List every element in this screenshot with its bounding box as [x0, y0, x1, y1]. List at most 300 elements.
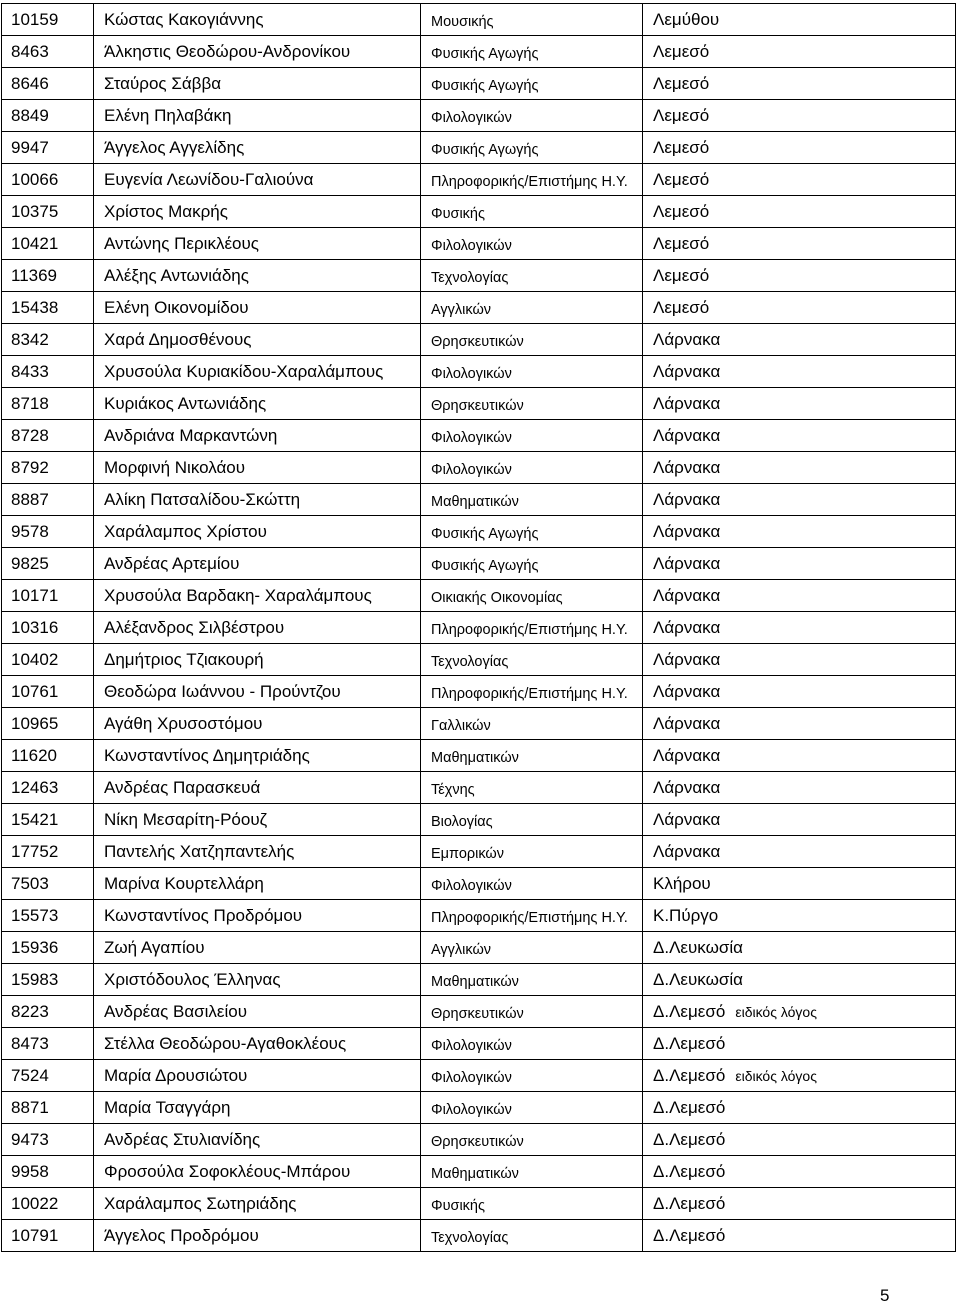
id-text: 8342: [11, 330, 49, 349]
name-cell: [94, 1060, 421, 1092]
id-cell: [2, 4, 94, 36]
city-text: Λάρνακα: [653, 490, 721, 509]
subject-cell: [421, 644, 643, 676]
city-text: Δ.Λευκωσία: [653, 970, 743, 989]
city-cell: [643, 900, 956, 932]
id-text: 10022: [11, 1194, 59, 1213]
note-text: ειδικός λόγος: [735, 1004, 817, 1020]
id-text: 11620: [11, 746, 58, 765]
name-text: Ανδρέας Βασιλείου: [104, 1002, 248, 1021]
id-cell: [2, 612, 94, 644]
note-text: ειδικός λόγος: [735, 1068, 817, 1084]
city-text: Λεμύθου: [653, 10, 720, 29]
table-row: [2, 356, 956, 388]
id-text: 8473: [11, 1034, 49, 1053]
name-cell: [94, 1124, 421, 1156]
city-cell: [643, 292, 956, 324]
subject-text: Μουσικής: [431, 13, 494, 30]
city-text: Δ.Λεμεσό: [653, 1066, 726, 1085]
table-row: [2, 516, 956, 548]
city-text: Δ.Λεμεσό: [653, 1194, 726, 1213]
city-text: Λεμεσό: [653, 170, 710, 189]
id-text: 10171: [11, 586, 59, 605]
city-cell: [643, 836, 956, 868]
subject-text: Οικιακής Οικονομίας: [431, 589, 563, 606]
city-cell: [643, 708, 956, 740]
city-cell: [643, 548, 956, 580]
id-text: 8887: [11, 490, 49, 509]
subject-cell: [421, 932, 643, 964]
subject-text: Θρησκευτικών: [431, 1133, 524, 1150]
name-text: Χαράλαμπος Σωτηριάδης: [104, 1194, 297, 1213]
name-cell: [94, 836, 421, 868]
id-text: 9947: [11, 138, 49, 157]
city-cell: [643, 484, 956, 516]
name-text: Μαρίνα Κουρτελλάρη: [104, 874, 264, 893]
city-cell: [643, 1220, 956, 1252]
id-cell: [2, 1028, 94, 1060]
name-text: Ευγενία Λεωνίδου-Γαλιούνα: [104, 170, 314, 189]
name-text: Άγγελος Αγγελίδης: [104, 138, 245, 157]
name-text: Ανδριάνα Μαρκαντώνη: [104, 426, 278, 445]
name-cell: [94, 1220, 421, 1252]
city-text: Λάρνακα: [653, 746, 721, 765]
id-text: 9578: [11, 522, 49, 541]
id-text: 17752: [11, 842, 59, 861]
id-cell: [2, 708, 94, 740]
name-cell: [94, 868, 421, 900]
table-row: [2, 676, 956, 708]
subject-text: Φυσικής Αγωγής: [431, 141, 539, 158]
name-text: Χρυσούλα Βαρδακη- Χαραλάμπους: [104, 586, 372, 605]
name-cell: [94, 1156, 421, 1188]
id-cell: [2, 900, 94, 932]
table-row: [2, 196, 956, 228]
table-row: [2, 100, 956, 132]
city-cell: [643, 164, 956, 196]
city-text: Λάρνακα: [653, 330, 721, 349]
subject-text: Φιλολογικών: [431, 1101, 512, 1118]
subject-text: Μαθηματικών: [431, 749, 519, 766]
subject-cell: [421, 964, 643, 996]
table-row: [2, 1156, 956, 1188]
table-row: [2, 580, 956, 612]
subject-text: Πληροφορικής/Επιστήμης Η.Υ.: [431, 173, 628, 190]
name-text: Νίκη Μεσαρίτη-Ρόουζ: [104, 810, 268, 829]
name-text: Ανδρέας Στυλιανίδης: [104, 1130, 261, 1149]
id-cell: [2, 1092, 94, 1124]
name-text: Κώστας Κακογιάννης: [104, 10, 264, 29]
table-row: [2, 1028, 956, 1060]
table-row: [2, 740, 956, 772]
subject-text: Μαθηματικών: [431, 973, 519, 990]
subject-text: Φυσικής: [431, 1197, 485, 1214]
name-cell: [94, 388, 421, 420]
subject-text: Πληροφορικής/Επιστήμης Η.Υ.: [431, 685, 628, 702]
id-text: 8223: [11, 1002, 49, 1021]
name-text: Στέλλα Θεοδώρου-Αγαθοκλέους: [104, 1034, 347, 1053]
id-text: 10066: [11, 170, 59, 189]
id-cell: [2, 1220, 94, 1252]
table-row: [2, 132, 956, 164]
name-cell: [94, 740, 421, 772]
subject-cell: [421, 1188, 643, 1220]
id-text: 8792: [11, 458, 49, 477]
id-text: 15438: [11, 298, 59, 317]
table-row: [2, 708, 956, 740]
subject-cell: [421, 4, 643, 36]
id-cell: [2, 484, 94, 516]
name-cell: [94, 932, 421, 964]
city-text: Δ.Λεμεσό: [653, 1226, 726, 1245]
subject-cell: [421, 420, 643, 452]
name-text: Θεοδώρα Ιωάννου - Προύντζου: [104, 682, 341, 701]
name-text: Αλέξης Αντωνιάδης: [104, 266, 249, 285]
id-cell: [2, 388, 94, 420]
id-cell: [2, 996, 94, 1028]
table-row: [2, 420, 956, 452]
subject-cell: [421, 1220, 643, 1252]
id-text: 8849: [11, 106, 49, 125]
id-text: 10761: [11, 682, 59, 701]
city-cell: [643, 132, 956, 164]
name-cell: [94, 516, 421, 548]
city-cell: [643, 676, 956, 708]
table-row: [2, 964, 956, 996]
city-cell: [643, 1092, 956, 1124]
id-cell: [2, 292, 94, 324]
id-text: 8433: [11, 362, 49, 381]
id-text: 7503: [11, 874, 49, 893]
name-cell: [94, 36, 421, 68]
city-cell: [643, 356, 956, 388]
name-cell: [94, 356, 421, 388]
name-cell: [94, 228, 421, 260]
subject-cell: [421, 740, 643, 772]
city-cell: [643, 996, 956, 1028]
city-text: Κλήρου: [653, 874, 711, 893]
name-cell: [94, 132, 421, 164]
table-row: [2, 1188, 956, 1220]
city-text: Λάρνακα: [653, 650, 721, 669]
id-text: 15936: [11, 938, 59, 957]
name-text: Χρυσούλα Κυριακίδου-Χαραλάμπους: [104, 362, 384, 381]
id-cell: [2, 36, 94, 68]
city-text: Λεμεσό: [653, 106, 710, 125]
subject-cell: [421, 516, 643, 548]
name-text: Μορφινή Νικολάου: [104, 458, 246, 477]
name-cell: [94, 1028, 421, 1060]
table-row: [2, 1124, 956, 1156]
city-text: Λάρνακα: [653, 586, 721, 605]
id-cell: [2, 932, 94, 964]
city-cell: [643, 100, 956, 132]
id-cell: [2, 132, 94, 164]
id-text: 15573: [11, 906, 59, 925]
name-text: Φροσούλα Σοφοκλέους-Μπάρου: [104, 1162, 351, 1181]
table-row: [2, 1220, 956, 1252]
subject-cell: [421, 612, 643, 644]
subject-cell: [421, 36, 643, 68]
table-row: [2, 1092, 956, 1124]
subject-text: Μαθηματικών: [431, 493, 519, 510]
name-cell: [94, 4, 421, 36]
subject-cell: [421, 1028, 643, 1060]
name-cell: [94, 196, 421, 228]
table-row: [2, 4, 956, 36]
subject-text: Τεχνολογίας: [431, 653, 509, 670]
id-text: 8718: [11, 394, 49, 413]
subject-cell: [421, 868, 643, 900]
subject-cell: [421, 196, 643, 228]
id-cell: [2, 548, 94, 580]
subject-text: Γαλλικών: [431, 717, 491, 734]
id-text: 12463: [11, 778, 59, 797]
name-text: Χαράλαμπος Χρίστου: [104, 522, 267, 541]
id-text: 8646: [11, 74, 49, 93]
id-cell: [2, 740, 94, 772]
name-text: Παντελής Χατζηπαντελής: [104, 842, 295, 861]
name-text: Αλίκη Πατσαλίδου-Σκώττη: [104, 490, 301, 509]
id-cell: [2, 196, 94, 228]
city-text: Λάρνακα: [653, 394, 721, 413]
name-text: Αλέξανδρος Σιλβέστρου: [104, 618, 285, 637]
table-row: [2, 484, 956, 516]
name-cell: [94, 708, 421, 740]
city-text: Λάρνακα: [653, 714, 721, 733]
name-cell: [94, 548, 421, 580]
city-cell: [643, 388, 956, 420]
city-cell: [643, 1028, 956, 1060]
subject-cell: [421, 324, 643, 356]
id-cell: [2, 228, 94, 260]
city-text: Δ.Λεμεσό: [653, 1002, 726, 1021]
subject-cell: [421, 388, 643, 420]
subject-text: Φυσικής Αγωγής: [431, 557, 539, 574]
table-row: [2, 868, 956, 900]
city-cell: [643, 452, 956, 484]
name-text: Ζωή Αγαπίου: [104, 938, 205, 957]
id-text: 10159: [11, 10, 59, 29]
table-row: [2, 388, 956, 420]
subject-cell: [421, 452, 643, 484]
table-row: [2, 612, 956, 644]
subject-text: Φυσικής: [431, 205, 485, 222]
subject-cell: [421, 260, 643, 292]
id-cell: [2, 868, 94, 900]
table-row: [2, 228, 956, 260]
table-row: [2, 324, 956, 356]
subject-cell: [421, 1124, 643, 1156]
subject-text: Αγγλικών: [431, 301, 492, 318]
subject-cell: [421, 708, 643, 740]
name-text: Ελένη Οικονομίδου: [104, 298, 249, 317]
city-cell: [643, 36, 956, 68]
city-cell: [643, 612, 956, 644]
table-row: [2, 836, 956, 868]
city-text: Δ.Λευκωσία: [653, 938, 743, 957]
city-cell: [643, 932, 956, 964]
id-cell: [2, 452, 94, 484]
name-cell: [94, 100, 421, 132]
subject-cell: [421, 484, 643, 516]
table-row: [2, 260, 956, 292]
name-cell: [94, 68, 421, 100]
table-row: [2, 772, 956, 804]
id-text: 10965: [11, 714, 59, 733]
city-cell: [643, 68, 956, 100]
table-row: [2, 644, 956, 676]
name-text: Κυριάκος Αντωνιάδης: [104, 394, 267, 413]
id-cell: [2, 164, 94, 196]
name-cell: [94, 964, 421, 996]
id-cell: [2, 1124, 94, 1156]
city-text: Λάρνακα: [653, 522, 721, 541]
table-row: [2, 452, 956, 484]
id-cell: [2, 836, 94, 868]
id-text: 10316: [11, 618, 59, 637]
subject-cell: [421, 356, 643, 388]
city-cell: [643, 196, 956, 228]
subject-text: Φιλολογικών: [431, 237, 512, 254]
teacher-list-table: [1, 3, 956, 1252]
subject-text: Θρησκευτικών: [431, 397, 524, 414]
city-text: Λεμεσό: [653, 202, 710, 221]
name-cell: [94, 420, 421, 452]
city-text: Κ.Πύργο: [653, 906, 719, 925]
name-text: Μαρία Δρουσιώτου: [104, 1066, 248, 1085]
id-text: 15421: [11, 810, 59, 829]
city-text: Λάρνακα: [653, 362, 721, 381]
name-cell: [94, 676, 421, 708]
id-text: 10402: [11, 650, 59, 669]
city-cell: [643, 580, 956, 612]
city-text: Λεμεσό: [653, 234, 710, 253]
id-text: 7524: [11, 1066, 49, 1085]
id-cell: [2, 964, 94, 996]
id-text: 9958: [11, 1162, 49, 1181]
city-cell: [643, 260, 956, 292]
subject-cell: [421, 580, 643, 612]
name-cell: [94, 996, 421, 1028]
table-row: [2, 1060, 956, 1092]
subject-cell: [421, 900, 643, 932]
city-cell: [643, 964, 956, 996]
city-text: Λάρνακα: [653, 682, 721, 701]
id-text: 10375: [11, 202, 59, 221]
name-cell: [94, 644, 421, 676]
city-cell: [643, 4, 956, 36]
subject-text: Φιλολογικών: [431, 429, 512, 446]
name-text: Δημήτριος Τζιακουρή: [104, 650, 264, 669]
name-text: Ελένη Πηλαβάκη: [104, 106, 232, 125]
table-row: [2, 932, 956, 964]
name-text: Σταύρος Σάββα: [104, 74, 222, 93]
subject-cell: [421, 836, 643, 868]
city-text: Λεμεσό: [653, 74, 710, 93]
id-text: 9473: [11, 1130, 49, 1149]
subject-text: Φυσικής Αγωγής: [431, 45, 539, 62]
id-cell: [2, 1156, 94, 1188]
subject-text: Φυσικής Αγωγής: [431, 77, 539, 94]
id-text: 8871: [11, 1098, 49, 1117]
name-cell: [94, 164, 421, 196]
city-cell: [643, 1060, 956, 1092]
id-text: 11369: [11, 266, 58, 285]
city-cell: [643, 804, 956, 836]
name-text: Χαρά Δημοσθένους: [104, 330, 252, 349]
subject-text: Φυσικής Αγωγής: [431, 525, 539, 542]
table-row: [2, 68, 956, 100]
city-text: Λάρνακα: [653, 458, 721, 477]
name-cell: [94, 484, 421, 516]
city-text: Λεμεσό: [653, 266, 710, 285]
city-cell: [643, 1124, 956, 1156]
name-cell: [94, 324, 421, 356]
id-cell: [2, 356, 94, 388]
table-row: [2, 996, 956, 1028]
city-cell: [643, 1156, 956, 1188]
subject-text: Φιλολογικών: [431, 1037, 512, 1054]
city-text: Λάρνακα: [653, 810, 721, 829]
subject-text: Τέχνης: [431, 781, 475, 798]
subject-cell: [421, 292, 643, 324]
id-cell: [2, 100, 94, 132]
id-cell: [2, 68, 94, 100]
id-text: 8728: [11, 426, 49, 445]
subject-text: Πληροφορικής/Επιστήμης Η.Υ.: [431, 621, 628, 638]
id-cell: [2, 324, 94, 356]
id-text: 10421: [11, 234, 59, 253]
name-cell: [94, 900, 421, 932]
name-cell: [94, 1188, 421, 1220]
name-cell: [94, 580, 421, 612]
city-cell: [643, 516, 956, 548]
name-text: Ανδρέας Παρασκευά: [104, 778, 261, 797]
name-text: Χρίστος Μακρής: [104, 202, 228, 221]
table-row: [2, 164, 956, 196]
city-text: Λεμεσό: [653, 42, 710, 61]
city-text: Δ.Λεμεσό: [653, 1130, 726, 1149]
subject-cell: [421, 804, 643, 836]
table-row: [2, 36, 956, 68]
subject-text: Τεχνολογίας: [431, 1229, 509, 1246]
subject-text: Αγγλικών: [431, 941, 492, 958]
subject-text: Βιολογίας: [431, 813, 493, 830]
city-text: Λεμεσό: [653, 138, 710, 157]
id-cell: [2, 1188, 94, 1220]
teacher-list-table-wrapper: [1, 3, 956, 1252]
city-text: Λάρνακα: [653, 842, 721, 861]
city-cell: [643, 740, 956, 772]
subject-text: Τεχνολογίας: [431, 269, 509, 286]
subject-cell: [421, 772, 643, 804]
subject-cell: [421, 548, 643, 580]
name-text: Κωνσταντίνος Δημητριάδης: [104, 746, 310, 765]
subject-cell: [421, 132, 643, 164]
city-text: Λάρνακα: [653, 426, 721, 445]
name-cell: [94, 292, 421, 324]
table-row: [2, 548, 956, 580]
city-text: Λάρνακα: [653, 554, 721, 573]
id-cell: [2, 1060, 94, 1092]
id-cell: [2, 644, 94, 676]
id-text: 15983: [11, 970, 59, 989]
city-text: Δ.Λεμεσό: [653, 1034, 726, 1053]
name-text: Αντώνης Περικλέους: [104, 234, 259, 253]
table-row: [2, 292, 956, 324]
subject-cell: [421, 100, 643, 132]
